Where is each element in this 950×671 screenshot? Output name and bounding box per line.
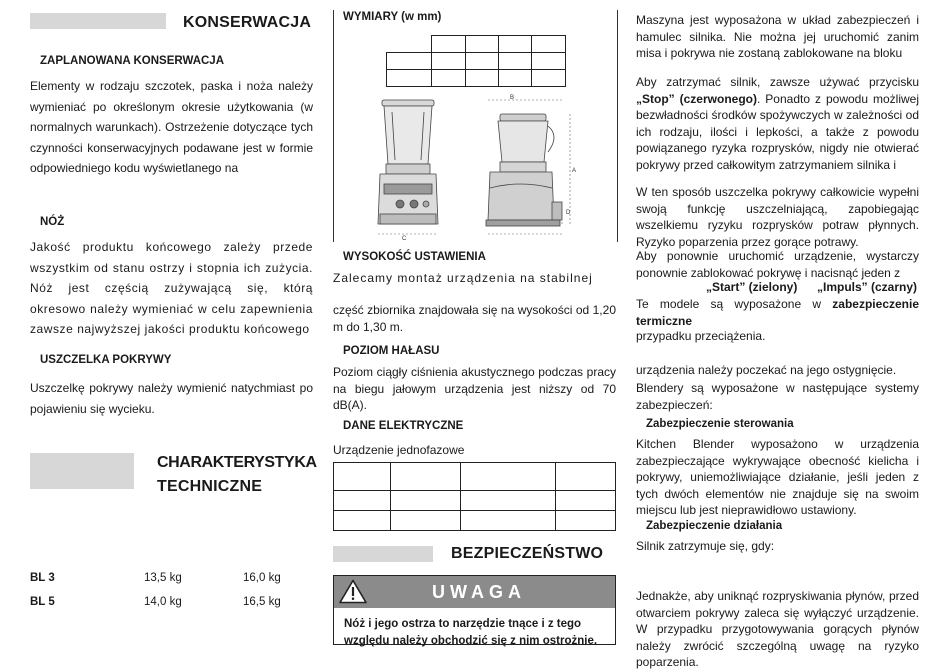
dimension-label-d: D — [566, 210, 571, 216]
dimension-label-a: A — [572, 168, 577, 174]
dimension-label-c: C — [402, 236, 407, 242]
blender-front-view — [378, 100, 438, 224]
section-bar-bezpieczenstwo — [333, 546, 433, 562]
heading-wymiary: WYMIARY (w mm) — [343, 11, 442, 23]
paragraph-uszczelka: Uszczelkę pokrywy należy wymienić natychmiast po pojawieniu się wycieku. — [30, 381, 313, 416]
paragraph-rozpryskiwanie: Jednakże, aby uniknąć rozpryskiwania płynów, przed otwarciem pokrywy zaleca się wyłączyć urządzenie. W przypadku przygotowywania gorących płynów należy zwrócić szczególną uwagę na ryzyko poparzenia. — [636, 589, 919, 669]
weight-value-1: 13,5 kg — [144, 572, 182, 584]
weight-value-1: 14,0 kg — [144, 596, 182, 608]
paragraph-uszczelka-funkcja: W ten sposób uszczelka pokrywy całkowicie wypełni swoją funkcję uszczelniającą, zapobiegając wszelkiemu ryzyku rozprysków potraw płynnych. Ryzyko poparzenia przez gorące potrawy. — [636, 185, 919, 249]
paragraph-wysokosc-2: część zbiornika znajdowała się na wysokości od 1,20 m do 1,30 m. — [333, 303, 616, 334]
paragraph-przeciazenie: przypadku przeciążenia. — [636, 329, 766, 343]
electrical-table — [333, 462, 616, 531]
text-fragment: Te modele są wyposażone w — [636, 297, 833, 311]
paragraph-noz: Jakość produktu końcowego zależy przede wszystkim od stanu ostrzy i stopnia ich zużycia. Nóż jest częścią zużywającą się, którą okresowo należy wymieniać w celu zapewnienia zawsze najwyższej jakości produktu końcowego — [30, 240, 313, 336]
warning-header — [334, 576, 615, 608]
section-bar-konserwacja — [30, 13, 166, 29]
heading-konserwacja: KONSERWACJA — [183, 14, 312, 31]
text-fragment: . Ponadto z powodu możliwej bezwładności środków spożywczych w zależności od ich rodzaju, ilości i lepkości, a także z powodu powiązanego ryzyka rozprysków, nigdy nie otwierać pokrywy przed całkowitym zatrzymaniem silnika i — [636, 91, 919, 172]
paragraph-wysokosc-1: Zalecamy montaż urządzenia na stabilnej — [333, 271, 593, 285]
paragraph-zabezpieczenie-termiczne — [636, 296, 919, 329]
weight-row — [30, 572, 55, 584]
heading-noz: NÓŻ — [40, 216, 65, 228]
weight-value-2: 16,5 kg — [243, 596, 281, 608]
paragraph-zatrzymanie — [636, 74, 919, 173]
paragraph-poziom-halasu: Poziom ciągły ciśnienia akustycznego podczas pracy na biegu jałowym urządzenia jest niższy od 70 dB(A). — [333, 365, 616, 412]
text-fragment: Aby zatrzymać silnik, zawsze używać przycisku — [636, 75, 919, 89]
weight-model: BL 5 — [30, 596, 55, 608]
weight-row — [30, 596, 55, 608]
paragraph-ostygniecie: urządzenia należy poczekać na jego ostygnięcie. — [636, 363, 897, 377]
paragraph-zabezpieczenie-sterowania: Kitchen Blender wyposażono w urządzenia zabezpieczające wykrywające obecność kielicha i pokrywy, uniemożliwiające działanie, jeśli jeden z tych dwóch elementów nie znajduje się na swoim miejscu lub jest nieprawidłowo ustawiony. — [636, 437, 919, 517]
heading-zabezpieczenie-sterowania: Zabezpieczenie sterowania — [646, 418, 794, 430]
column-divider-1 — [333, 10, 334, 242]
paragraph-zaplanowana: Elementy w rodzaju szczotek, paska i noża należy wymieniać po określonym okresie użytkowania (w normalnych warunkach). Ostrzeżenie dotyczące tych czynności konserwacyjnych podawane jest w formie odpowiedniego kodu wyświetlanego na — [30, 79, 313, 175]
warning-title: UWAGA — [432, 582, 526, 602]
heading-bezpieczenstwo: BEZPIECZEŃSTWO — [451, 545, 604, 562]
dimension-label-b: B — [510, 95, 515, 101]
weight-model: BL 3 — [30, 572, 55, 584]
paragraph-ponowne-uruchomienie: Aby ponownie uruchomić urządzenie, wystarczy ponownie zablokować pokrywę i nacisnąć jeden z — [636, 249, 919, 280]
heading-dane-elektryczne: DANE ELEKTRYCZNE — [343, 420, 464, 432]
stop-button-label: „Stop” (czerwonego) — [636, 91, 757, 106]
heading-charakterystyka-1: CHARAKTERYSTYKA — [157, 454, 317, 471]
warning-text: Nóż i jego ostrza to narzędzie tnące i z tego względu należy obchodzić się z nim ostrożnie. — [344, 618, 598, 647]
start-button-label: „Start” (zielony) — [706, 280, 798, 294]
paragraph-dane-elektryczne: Urządzenie jednofazowe — [333, 443, 465, 457]
heading-charakterystyka-2: TECHNICZNE — [157, 478, 263, 495]
thermal-protection-label: zabezpieczenie termiczne — [636, 297, 919, 328]
column-divider-2 — [617, 10, 618, 242]
blender-dimensions-diagram — [340, 92, 580, 240]
paragraph-uklad-zabezpieczen: Maszyna jest wyposażona w układ zabezpieczeń i hamulec silnika. Nie można jej uruchomić zanim misa i pokrywa nie zostaną zablokowane na bloku — [636, 13, 919, 60]
impuls-button-label: „Impuls” (czarny) — [817, 280, 918, 294]
blender-side-view — [486, 114, 562, 226]
warning-triangle-icon — [339, 579, 367, 604]
section-bar-charakterystyka — [30, 453, 134, 489]
heading-zaplanowana-konserwacja: ZAPLANOWANA KONSERWACJA — [40, 55, 225, 67]
heading-zabezpieczenie-dzialania: Zabezpieczenie działania — [646, 520, 783, 532]
weight-value-2: 16,0 kg — [243, 572, 281, 584]
warning-box — [333, 575, 616, 645]
heading-uszczelka: USZCZELKA POKRYWY — [40, 354, 172, 366]
paragraph-zabezpieczenie-dzialania: Silnik zatrzymuje się, gdy: — [636, 539, 775, 553]
paragraph-systemy-zabezpieczen: Blendery są wyposażone w następujące systemy zabezpieczeń: — [636, 381, 919, 412]
heading-poziom-halasu: POZIOM HAŁASU — [343, 345, 440, 357]
heading-wysokosc: WYSOKOŚĆ USTAWIENIA — [343, 251, 486, 263]
dimensions-table — [386, 35, 566, 87]
